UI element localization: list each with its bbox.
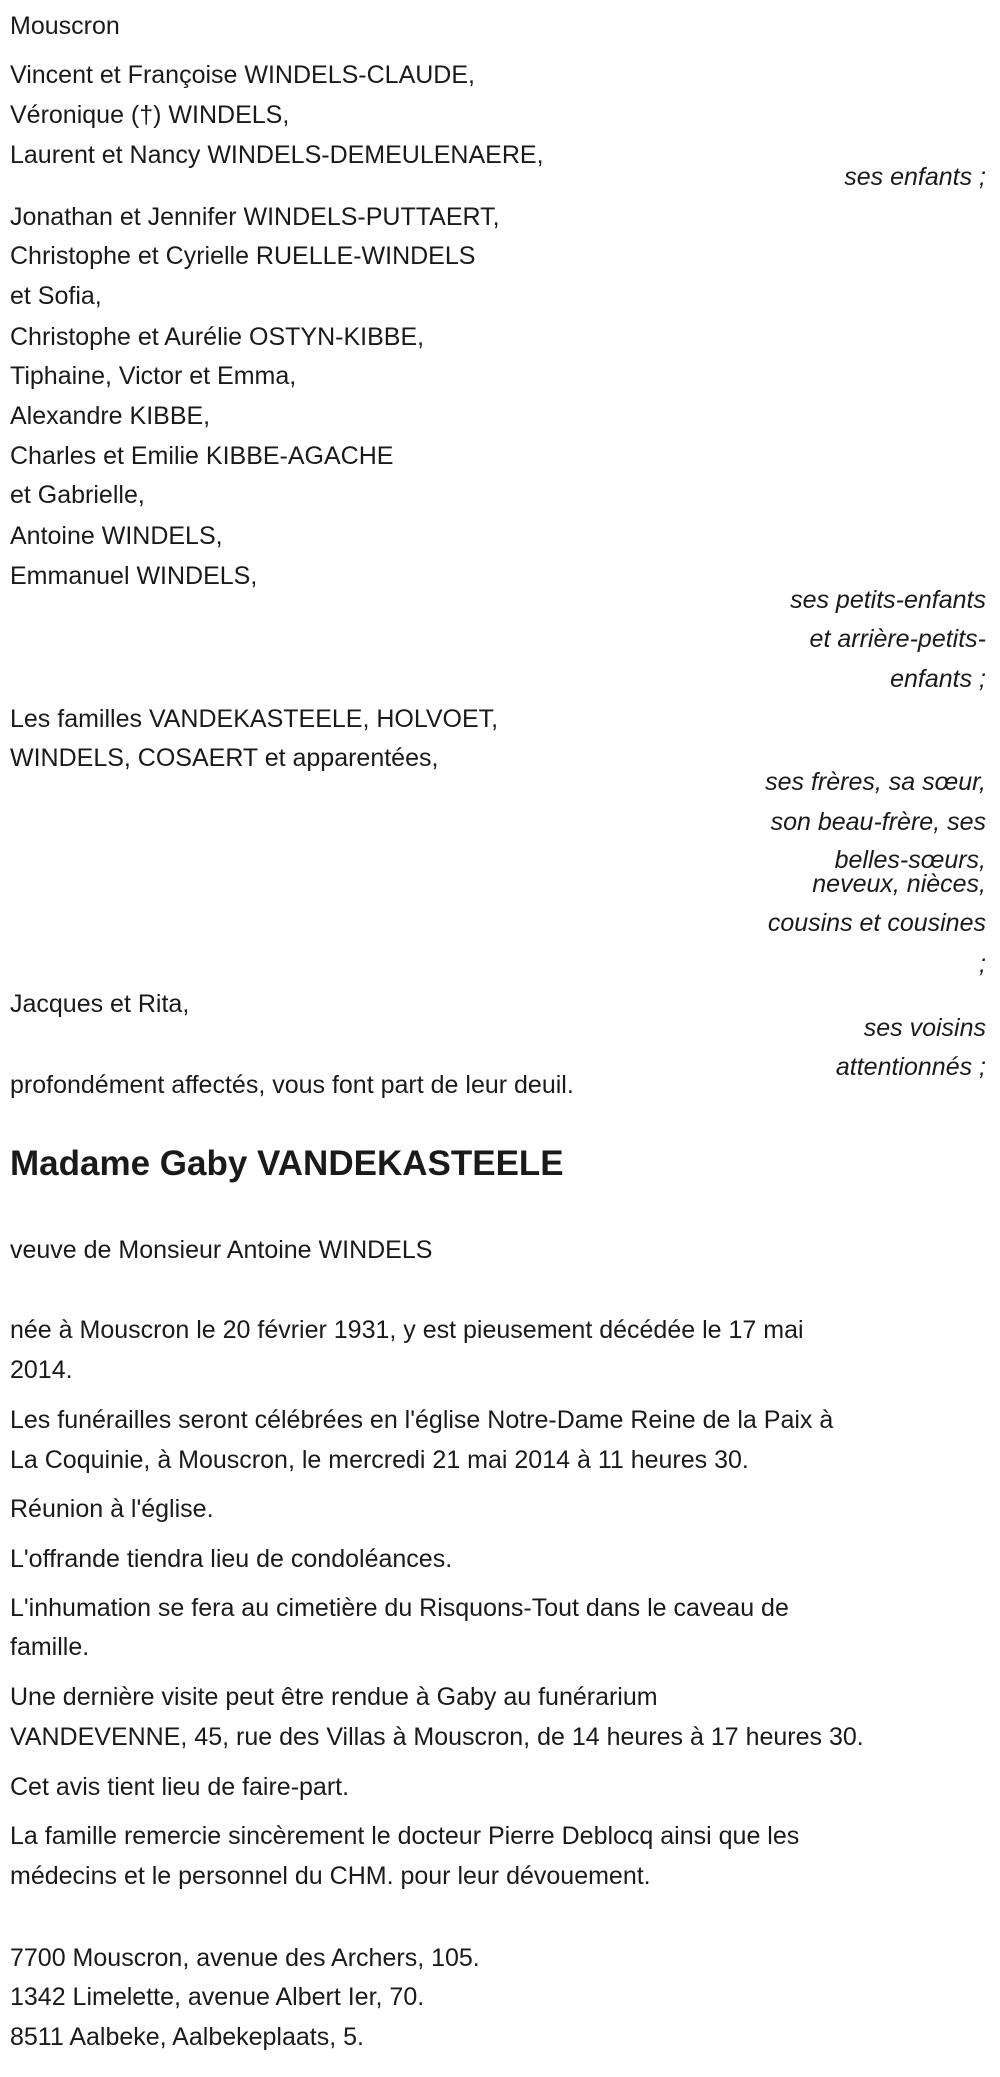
- detail-line: 2014.: [10, 1356, 73, 1384]
- neighbours-role: ses voisins: [863, 1014, 986, 1042]
- detail-line: L'inhumation se fera au cimetière du Risquons-Tout dans le caveau de: [10, 1594, 789, 1622]
- detail-line: La Coquinie, à Mouscron, le mercredi 21 mai 2014 à 11 heures 30.: [10, 1446, 749, 1474]
- widow-of: veuve de Monsieur Antoine WINDELS: [10, 1236, 433, 1264]
- grandchildren-role: et arrière-petits-: [809, 625, 986, 653]
- grandchild-line: Christophe et Cyrielle RUELLE-WINDELS: [10, 242, 476, 270]
- grandchildren-role: enfants ;: [890, 665, 986, 693]
- detail-line: famille.: [10, 1633, 90, 1661]
- grandchild-line: Alexandre KIBBE,: [10, 402, 211, 430]
- closing-line: profondément affectés, vous font part de leur deuil.: [10, 1071, 574, 1099]
- child-line: Vincent et Françoise WINDELS-CLAUDE,: [10, 61, 475, 89]
- neighbours: Jacques et Rita,: [10, 990, 190, 1018]
- families-role: neveux, nièces,: [812, 870, 986, 898]
- grandchild-line: Antoine WINDELS,: [10, 522, 223, 550]
- child-line: Laurent et Nancy WINDELS-DEMEULENAERE,: [10, 141, 544, 169]
- detail-line: Cet avis tient lieu de faire-part.: [10, 1773, 350, 1801]
- grandchild-line: Emmanuel WINDELS,: [10, 562, 258, 590]
- detail-line: La famille remercie sincèrement le docteur Pierre Deblocq ainsi que les: [10, 1822, 800, 1850]
- families-role: belles-sœurs,: [834, 846, 986, 874]
- city: Mouscron: [10, 12, 120, 40]
- address-line: 1342 Limelette, avenue Albert Ier, 70.: [10, 1983, 425, 2011]
- grandchild-line: et Sofia,: [10, 282, 102, 310]
- detail-line: médecins et le personnel du CHM. pour leur dévouement.: [10, 1862, 651, 1890]
- families-line: WINDELS, COSAERT et apparentées,: [10, 744, 439, 772]
- grandchild-line: Charles et Emilie KIBBE-AGACHE: [10, 442, 394, 470]
- families-line: Les familles VANDEKASTEELE, HOLVOET,: [10, 705, 499, 733]
- grandchild-line: Jonathan et Jennifer WINDELS-PUTTAERT,: [10, 203, 500, 231]
- detail-line: Une dernière visite peut être rendue à Gaby au funérarium: [10, 1683, 658, 1711]
- neighbours-role: attentionnés ;: [835, 1053, 986, 1081]
- children-role: ses enfants ;: [844, 163, 986, 191]
- detail-line: née à Mouscron le 20 février 1931, y est pieusement décédée le 17 mai: [10, 1316, 804, 1344]
- families-role: son beau-frère, ses: [770, 808, 986, 836]
- child-line: Véronique (†) WINDELS,: [10, 101, 290, 129]
- address-line: 7700 Mouscron, avenue des Archers, 105.: [10, 1944, 480, 1972]
- families-role: cousins et cousines: [767, 909, 986, 937]
- grandchild-line: Tiphaine, Victor et Emma,: [10, 362, 297, 390]
- families-role: ;: [979, 950, 986, 978]
- address-line: 8511 Aalbeke, Aalbekeplaats, 5.: [10, 2023, 364, 2051]
- deceased-name: Madame Gaby VANDEKASTEELE: [10, 1144, 564, 1183]
- grandchild-line: et Gabrielle,: [10, 481, 145, 509]
- detail-line: Les funérailles seront célébrées en l'église Notre-Dame Reine de la Paix à: [10, 1406, 834, 1434]
- detail-line: VANDEVENNE, 45, rue des Villas à Mouscron, de 14 heures à 17 heures 30.: [10, 1723, 864, 1751]
- grandchild-line: Christophe et Aurélie OSTYN-KIBBE,: [10, 323, 425, 351]
- grandchildren-role: ses petits-enfants: [790, 586, 986, 614]
- families-role: ses frères, sa sœur,: [765, 768, 986, 796]
- detail-line: L'offrande tiendra lieu de condoléances.: [10, 1545, 453, 1573]
- detail-line: Réunion à l'église.: [10, 1495, 214, 1523]
